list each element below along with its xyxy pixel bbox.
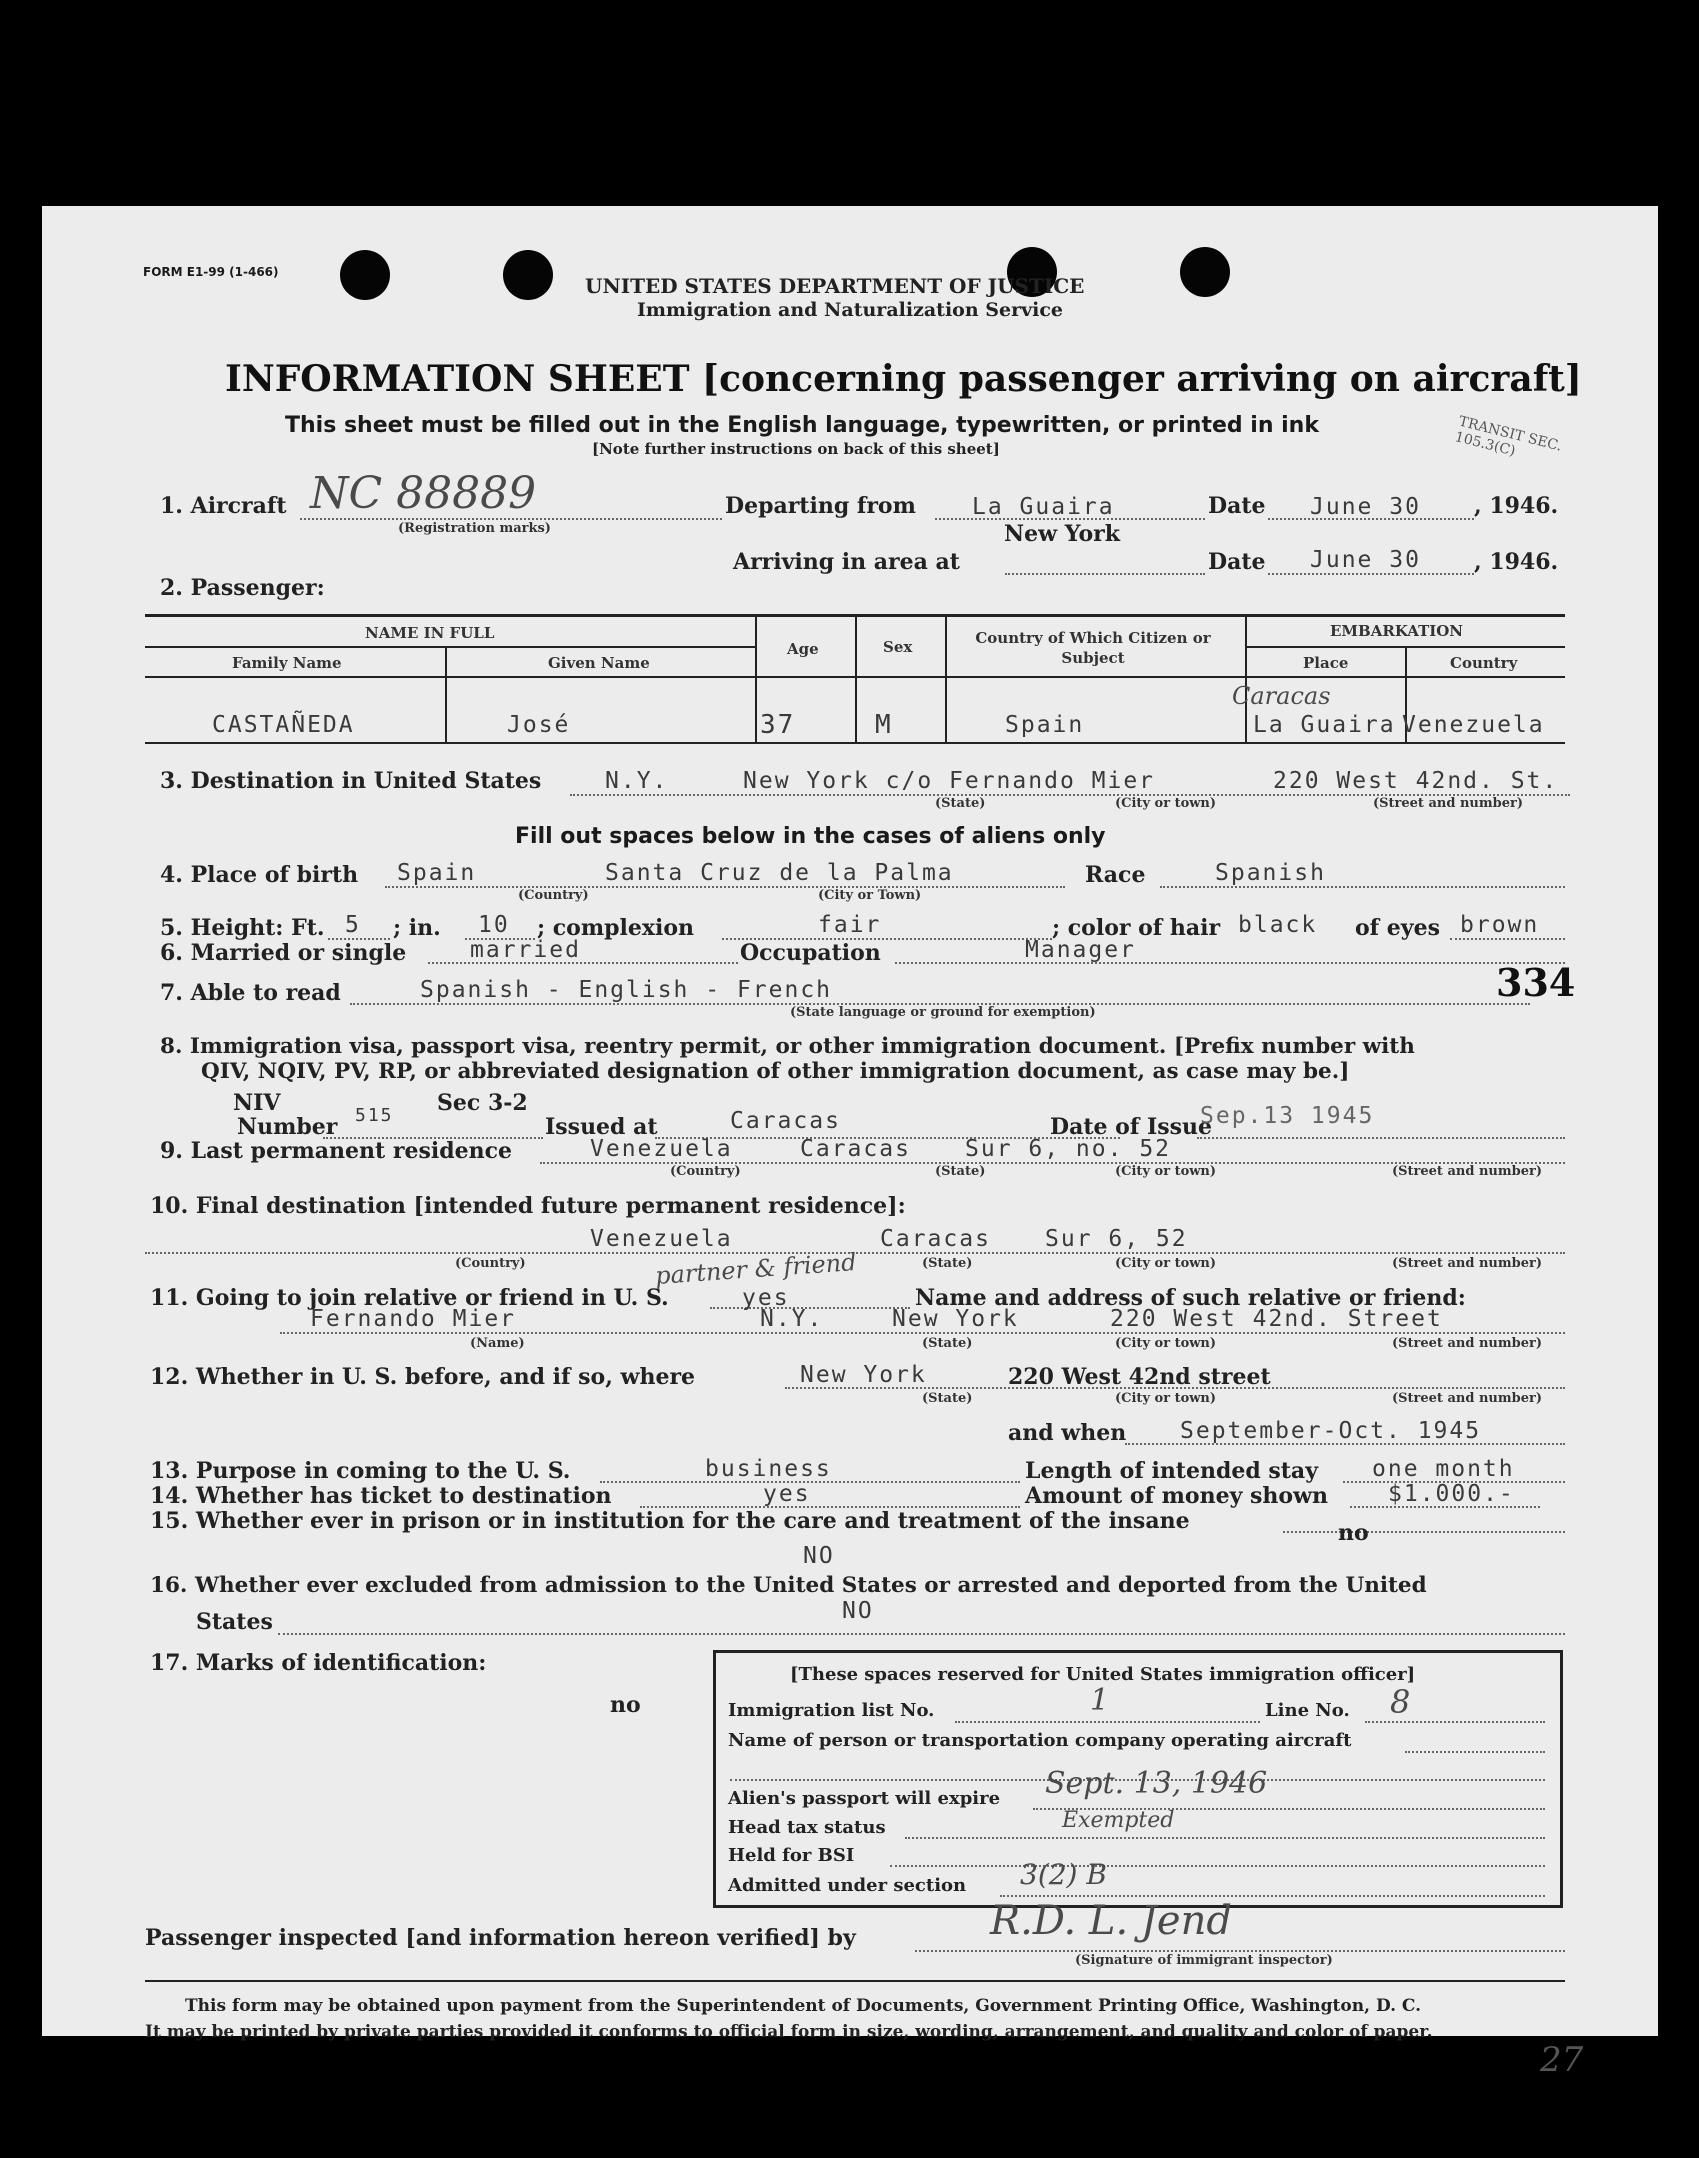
family-name-header: Family Name — [232, 654, 342, 672]
citizenship-header: Country of Which Citizen or Subject — [975, 629, 1211, 667]
departing-label: Departing from — [725, 493, 916, 519]
country-caption: (Country) — [670, 1164, 741, 1179]
money-label: Amount of money shown — [1025, 1483, 1329, 1509]
friend-state: N.Y. — [760, 1306, 824, 1332]
given-name-header: Given Name — [548, 654, 650, 672]
money: $1.000.- — [1388, 1481, 1515, 1507]
join-handwritten: partner & friend — [654, 1248, 858, 1290]
street-caption: (Street and number) — [1392, 1391, 1542, 1406]
bsi-label: Held for BSI — [728, 1845, 855, 1866]
before-street: 220 West 42nd street — [1008, 1364, 1271, 1390]
issued-at: Caracas — [730, 1108, 841, 1134]
registration-caption: (Registration marks) — [398, 521, 551, 536]
page-mark: 27 — [1540, 2040, 1584, 2080]
marks-label: 17. Marks of identification: — [150, 1650, 487, 1676]
footer-line-1: This form may be obtained upon payment from the Superintendent of Documents, Government Printing Office, Washington, D. C. — [185, 1996, 1422, 2016]
purpose-label: 13. Purpose in coming to the U. S. — [150, 1458, 571, 1484]
aircraft-registration: NC 88889 — [310, 468, 537, 519]
friend-name: Fernando Mier — [310, 1306, 517, 1332]
embarkation-place: La Guaira — [1253, 712, 1396, 738]
street-caption: (Street and number) — [1392, 1164, 1542, 1179]
race: Spanish — [1215, 860, 1326, 886]
ticket: yes — [763, 1481, 811, 1507]
length-of-stay: one month — [1372, 1456, 1515, 1482]
height-inches: 10 — [478, 912, 510, 938]
before-city: New York — [800, 1362, 927, 1388]
aliens-heading: Fill out spaces below in the cases of aliens only — [515, 824, 1106, 849]
language-caption: (State language or ground for exemption) — [790, 1005, 1096, 1020]
visa-label: 8. Immigration visa, passport visa, reentry permit, or other immigration document. [Prefix number with — [160, 1034, 1415, 1059]
inches-label: ; in. — [393, 915, 441, 941]
sex: M — [875, 710, 893, 740]
embarkation-header: EMBARKATION — [1330, 622, 1464, 640]
complexion-label: ; complexion — [537, 915, 695, 941]
stay-label: Length of intended stay — [1025, 1458, 1318, 1484]
street-caption: (Street and number) — [1392, 1256, 1542, 1271]
signature-caption: (Signature of immigrant inspector) — [1075, 1953, 1333, 1968]
complexion: fair — [818, 912, 882, 938]
destination-street: 220 West 42nd. St. — [1273, 768, 1559, 794]
head-tax-value: Exempted — [1062, 1808, 1175, 1833]
married-label: 6. Married or single — [160, 940, 407, 966]
city-caption: (City or town) — [1115, 1391, 1217, 1406]
immigration-list-value: 1 — [1090, 1683, 1110, 1718]
height-label: 5. Height: Ft. — [160, 915, 325, 941]
street-caption: (Street and number) — [1392, 1336, 1542, 1351]
birth-country: Spain — [397, 860, 477, 886]
state-caption: (State) — [922, 1391, 973, 1406]
eye-color: brown — [1460, 912, 1540, 938]
state-caption: (State) — [935, 1164, 986, 1179]
admitted-section-value: 3(2) B — [1020, 1858, 1107, 1891]
visa-label-2: QIV, NQIV, PV, RP, or abbreviated designation of other immigration document, as case may be.] — [201, 1059, 1350, 1084]
state-caption: (State) — [922, 1256, 973, 1271]
before-label: 12. Whether in U. S. before, and if so, where — [150, 1364, 696, 1390]
hair-label: ; color of hair — [1052, 915, 1221, 941]
punch-hole — [1180, 247, 1230, 297]
arriving-date-label: Date — [1208, 549, 1266, 575]
read-label: 7. Able to read — [160, 980, 341, 1006]
marks-value: no — [610, 1692, 641, 1718]
department: UNITED STATES DEPARTMENT OF JUSTICE — [585, 274, 1085, 298]
date-label: Date — [1208, 493, 1266, 519]
prison-value-typed: NO — [803, 1543, 835, 1569]
form-code: FORM E1-99 (1-466) — [143, 265, 279, 279]
prison-value: no — [1338, 1520, 1369, 1546]
city-caption: (City or town) — [1115, 1164, 1217, 1179]
departing-value: La Guaira — [972, 494, 1115, 520]
passenger-label: 2. Passenger: — [160, 575, 325, 601]
citizenship: Spain — [1005, 712, 1085, 738]
street-caption: (Street and number) — [1373, 796, 1523, 811]
country-caption: (Country) — [455, 1256, 526, 1271]
stamped-number: 334 — [1496, 960, 1576, 1005]
languages: Spanish - English - French — [420, 977, 833, 1003]
marital-status: married — [470, 937, 581, 963]
excluded-value: NO — [842, 1598, 874, 1624]
destination-state: N.Y. — [605, 768, 669, 794]
join-label: 11. Going to join relative or friend in U. S. — [150, 1285, 669, 1311]
occupation: Manager — [1025, 937, 1136, 963]
place-header: Place — [1303, 654, 1349, 672]
city-caption: (City or town) — [1115, 796, 1217, 811]
city-caption: (City or town) — [1115, 1256, 1217, 1271]
residence-country: Venezuela — [590, 1136, 733, 1162]
issue-date: Sep.13 1945 — [1200, 1103, 1375, 1129]
issue-date-label: Date of Issue — [1050, 1114, 1213, 1140]
excluded-label-2: States — [196, 1609, 273, 1635]
visa-number: 515 — [355, 1105, 394, 1126]
excluded-label: 16. Whether ever excluded from admission to the United States or arrested and deported from the United — [150, 1573, 1427, 1598]
destination-label: 3. Destination in United States — [160, 768, 542, 794]
punch-hole — [340, 250, 390, 300]
immigration-list-label: Immigration list No. — [728, 1700, 935, 1721]
state-caption: (State) — [935, 796, 986, 811]
residence-city: Sur 6, no. 52 — [965, 1136, 1172, 1162]
operator-label: Name of person or transportation company operating aircraft — [728, 1730, 1352, 1751]
final-city: Sur 6, 52 — [1045, 1226, 1188, 1252]
hair-color: black — [1238, 912, 1318, 938]
departing-date: June 30 — [1310, 494, 1421, 520]
admitted-section-label: Admitted under section — [728, 1875, 967, 1896]
when-label: and when — [1008, 1420, 1127, 1446]
friend-street: 220 West 42nd. Street — [1110, 1306, 1443, 1332]
when-value: September-Oct. 1945 — [1180, 1418, 1482, 1444]
state-caption: (State) — [922, 1336, 973, 1351]
height-feet: 5 — [345, 912, 361, 938]
passport-expire-value: Sept. 13, 1946 — [1045, 1766, 1268, 1801]
transit-stamp: TRANSIT SEC. 105.3(C) — [1453, 413, 1564, 460]
inspector-signature: R.D. L. Jend — [990, 1898, 1232, 1944]
city-caption: (City or town) — [1115, 1336, 1217, 1351]
arriving-date: June 30 — [1310, 547, 1421, 573]
age: 37 — [760, 710, 796, 740]
arriving-value: New York — [1004, 521, 1121, 547]
instructions-note: [Note further instructions on back of this sheet] — [592, 440, 1000, 458]
destination-city: New York c/o Fernando Mier — [743, 768, 1156, 794]
country-caption: (Country) — [518, 888, 589, 903]
final-country: Venezuela — [590, 1226, 733, 1252]
head-tax-label: Head tax status — [728, 1817, 886, 1838]
aircraft-label: 1. Aircraft — [160, 493, 287, 519]
residence-label: 9. Last permanent residence — [160, 1138, 512, 1164]
name-caption: (Name) — [470, 1336, 525, 1351]
final-destination-label: 10. Final destination [intended future permanent residence]: — [150, 1193, 906, 1219]
inspected-label: Passenger inspected [and information hereon verified] by — [145, 1925, 856, 1951]
join-value: yes — [742, 1285, 790, 1311]
service: Immigration and Naturalization Service — [637, 299, 1063, 321]
page-title: INFORMATION SHEET [concerning passenger arriving on aircraft] — [225, 358, 1582, 400]
footer-line-2: It may be printed by private parties provided it conforms to official form in size, wording, arrangement, and quality and color of paper. — [145, 2022, 1433, 2042]
purpose: business — [705, 1456, 832, 1482]
sex-header: Sex — [883, 638, 913, 656]
city-caption: (City or Town) — [818, 888, 922, 903]
passport-expire-label: Alien's passport will expire — [728, 1788, 1001, 1809]
line-label: Line No. — [1265, 1700, 1350, 1721]
age-header: Age — [787, 640, 819, 658]
officer-box-title: [These spaces reserved for United States immigration officer] — [790, 1664, 1416, 1685]
embarkation-country: Venezuela — [1402, 712, 1545, 738]
eyes-label: of eyes — [1355, 915, 1440, 941]
visa-section: Sec 3-2 — [437, 1090, 528, 1116]
family-name: CASTAÑEDA — [212, 712, 355, 738]
name-in-full-header: NAME IN FULL — [365, 624, 495, 642]
occupation-label: Occupation — [740, 940, 881, 966]
instructions: This sheet must be filled out in the English language, typewritten, or printed in ink — [285, 413, 1319, 438]
country-header: Country — [1450, 654, 1518, 672]
number-label: Number — [237, 1114, 338, 1140]
visa-prefix: NIV — [233, 1090, 281, 1116]
residence-state: Caracas — [800, 1136, 911, 1162]
friend-city: New York — [892, 1306, 1019, 1332]
birth-label: 4. Place of birth — [160, 862, 359, 888]
departing-year: , 1946. — [1474, 493, 1559, 519]
line-value: 8 — [1390, 1683, 1411, 1721]
ticket-label: 14. Whether has ticket to destination — [150, 1483, 612, 1509]
friend-name-label: Name and address of such relative or friend: — [915, 1285, 1466, 1311]
arriving-label: Arriving in area at — [733, 549, 960, 575]
race-label: Race — [1085, 862, 1146, 888]
given-name: José — [507, 712, 571, 738]
arriving-year: , 1946. — [1474, 549, 1559, 575]
punch-hole — [503, 250, 553, 300]
birth-city: Santa Cruz de la Palma — [605, 860, 954, 886]
issued-label: Issued at — [545, 1114, 658, 1140]
embarkation-place-handwritten: Caracas — [1232, 682, 1331, 710]
final-state: Caracas — [880, 1226, 991, 1252]
prison-label: 15. Whether ever in prison or in institution for the care and treatment of the insane — [150, 1508, 1190, 1534]
